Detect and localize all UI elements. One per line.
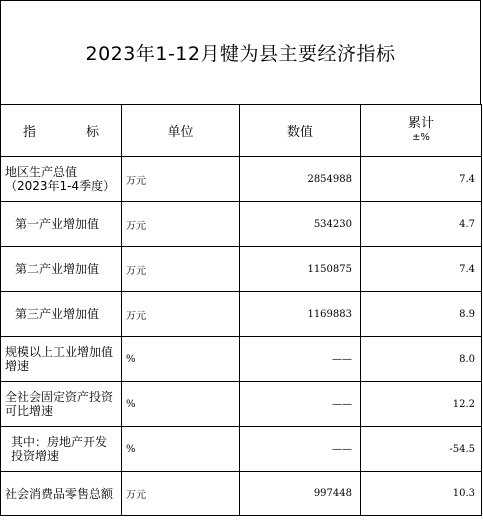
row-indicator: 社会消费品零售总额: [1, 472, 122, 516]
table-row: [1, 157, 482, 202]
row-growth: 8.9: [361, 292, 482, 337]
table-row: [1, 247, 482, 292]
row-indicator: 其中：房地产开发投资增速: [1, 427, 122, 472]
row-value: ——: [240, 382, 361, 427]
row-growth: 10.3: [361, 472, 482, 516]
row-indicator: 全社会固定资产投资可比增速: [1, 382, 122, 427]
row-growth: 12.2: [361, 382, 482, 427]
indicator-table: [0, 104, 482, 516]
table-row: [1, 292, 482, 337]
header-growth-line2: ±%: [412, 131, 430, 143]
row-value: 997448: [240, 472, 361, 516]
row-unit: 万元: [122, 292, 240, 337]
table-row: [1, 337, 482, 382]
header-indicator-char2: 标: [86, 125, 100, 140]
row-value: 1169883: [240, 292, 361, 337]
header-indicator: [1, 105, 122, 157]
row-growth: 4.7: [361, 202, 482, 247]
row-indicator: 第二产业增加值: [1, 247, 122, 292]
row-indicator: 地区生产总值（2023年1-4季度）: [1, 157, 122, 202]
row-unit: 万元: [122, 472, 240, 516]
row-value: ——: [240, 337, 361, 382]
row-value: ——: [240, 427, 361, 472]
title-cell: [0, 0, 481, 104]
header-unit: 单位: [122, 105, 240, 157]
row-growth: 7.4: [361, 157, 482, 202]
header-indicator-char1: 指: [22, 125, 36, 140]
table-row: [1, 427, 482, 472]
header-growth: [361, 105, 482, 157]
header-growth-line1: 累计: [407, 115, 434, 131]
row-unit: 万元: [122, 202, 240, 247]
header-row: [1, 105, 482, 157]
row-growth: 7.4: [361, 247, 482, 292]
row-unit: 万元: [122, 157, 240, 202]
row-value: 2854988: [240, 157, 361, 202]
header-value: 数值: [240, 105, 361, 157]
row-unit: %: [122, 337, 240, 382]
table-row: [1, 382, 482, 427]
row-indicator: 第三产业增加值: [1, 292, 122, 337]
row-value: 1150875: [240, 247, 361, 292]
row-indicator: 第一产业增加值: [1, 202, 122, 247]
row-unit: %: [122, 427, 240, 472]
row-growth: -54.5: [361, 427, 482, 472]
row-unit: %: [122, 382, 240, 427]
row-indicator: 规模以上工业增加值增速: [1, 337, 122, 382]
row-growth: 8.0: [361, 337, 482, 382]
page-title: 2023年1-12月犍为县主要经济指标: [85, 43, 396, 65]
row-value: 534230: [240, 202, 361, 247]
table-row: [1, 472, 482, 516]
table-row: [1, 202, 482, 247]
row-unit: 万元: [122, 247, 240, 292]
